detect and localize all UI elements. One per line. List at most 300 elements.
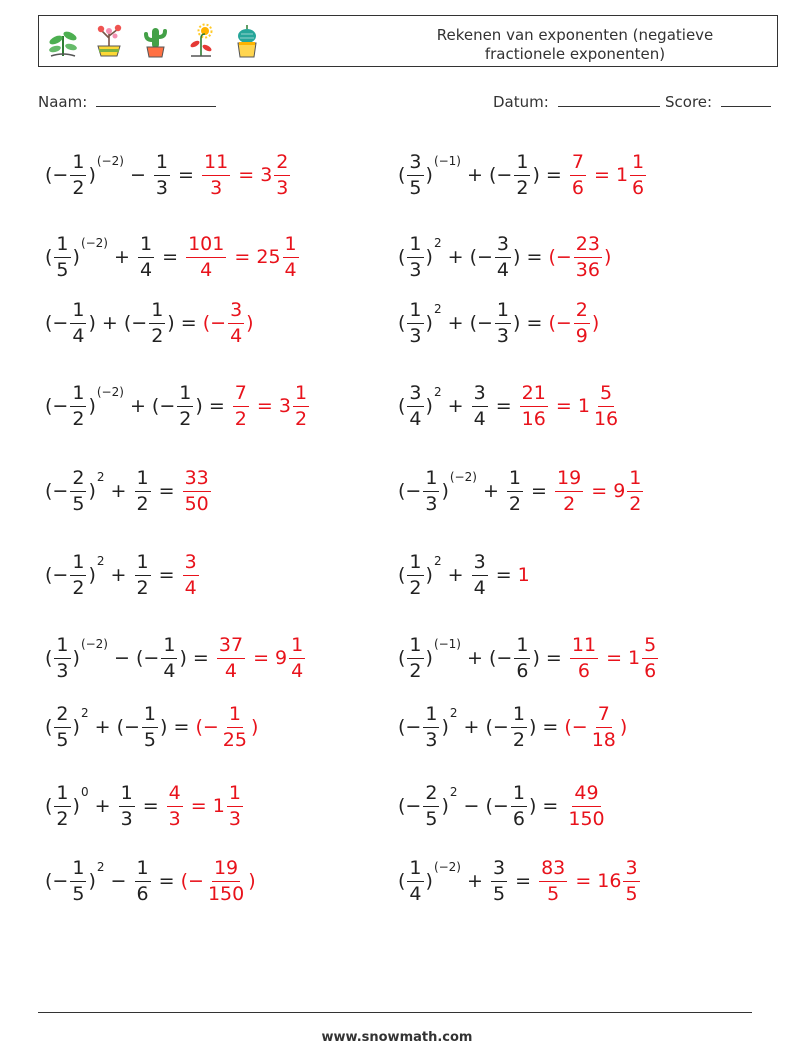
expression-text: ( xyxy=(398,870,406,892)
denominator: 2 xyxy=(512,728,525,751)
problem-20 xyxy=(398,854,642,908)
denominator: 5 xyxy=(409,176,422,199)
numerator: 1 xyxy=(119,784,135,807)
expression-text: = xyxy=(489,564,518,586)
fraction xyxy=(407,381,423,430)
denominator: 4 xyxy=(496,258,510,281)
numerator: 3 xyxy=(407,384,423,407)
denominator: 2 xyxy=(151,324,164,347)
numerator: 1 xyxy=(135,553,151,576)
cactus-icon xyxy=(137,22,173,60)
numerator: 4 xyxy=(167,784,183,807)
minus-sign: − xyxy=(52,870,69,892)
numerator: 49 xyxy=(572,784,600,807)
score-label: Score: xyxy=(665,93,713,111)
answer-fraction xyxy=(228,298,244,347)
numerator: 5 xyxy=(642,636,658,659)
denominator: 2 xyxy=(409,659,422,682)
minus-sign: − xyxy=(496,164,513,186)
fraction xyxy=(70,150,86,199)
denominator: 4 xyxy=(224,659,237,682)
denominator: 2 xyxy=(508,492,522,515)
denominator: 4 xyxy=(284,258,297,281)
denominator: 9 xyxy=(575,324,588,347)
expression-text: ) xyxy=(72,795,80,817)
minus-sign: − xyxy=(52,164,69,186)
denominator: 50 xyxy=(184,492,209,515)
expression-text: − ( xyxy=(457,795,493,817)
answer-fraction xyxy=(202,150,230,199)
fraction xyxy=(472,381,488,430)
expression-text: + xyxy=(441,564,470,586)
expression-text: ) xyxy=(532,647,540,669)
exponent: 0 xyxy=(80,785,89,799)
expression-text: = xyxy=(152,564,181,586)
denominator: 6 xyxy=(136,882,149,905)
problem-6 xyxy=(398,296,599,350)
answer-text: = 3 xyxy=(250,395,291,417)
numerator: 1 xyxy=(407,636,423,659)
expression-text: + xyxy=(441,395,470,417)
numerator: 1 xyxy=(227,705,243,728)
answer-fraction xyxy=(227,781,243,830)
expression-text: ( xyxy=(398,164,406,186)
numerator: 7 xyxy=(570,153,586,176)
numerator: 19 xyxy=(555,469,583,492)
numerator: 5 xyxy=(598,384,614,407)
expression-text: ) xyxy=(513,312,521,334)
denominator: 4 xyxy=(473,576,486,599)
answer-text: (− xyxy=(564,716,588,738)
expression-text: = xyxy=(539,164,568,186)
footer-divider xyxy=(38,1012,752,1013)
expression-text: ) xyxy=(513,246,521,268)
answer-text: ) xyxy=(248,870,256,892)
answer-fraction xyxy=(592,381,620,430)
problem-14 xyxy=(398,631,660,685)
expression-text: ) xyxy=(160,716,168,738)
denominator: 3 xyxy=(56,659,69,682)
problem-15 xyxy=(45,700,258,754)
exponent: 2 xyxy=(96,470,105,484)
fraction xyxy=(491,856,507,905)
answer-text: (− xyxy=(180,870,204,892)
fraction xyxy=(54,232,70,281)
exponent: (−2) xyxy=(80,236,108,250)
minus-sign: − xyxy=(477,246,493,268)
problem-11 xyxy=(45,548,201,602)
expression-text: ( xyxy=(45,246,53,268)
denominator: 3 xyxy=(228,807,241,830)
problem-10 xyxy=(398,464,645,518)
expression-text: − ( xyxy=(108,647,144,669)
answer-text: = 1 xyxy=(184,795,225,817)
numerator: 3 xyxy=(407,153,423,176)
date-label: Datum: xyxy=(493,93,549,111)
denominator: 6 xyxy=(571,176,584,199)
numerator: 1 xyxy=(507,469,523,492)
expression-text: ( xyxy=(45,795,53,817)
expression-text: ) xyxy=(528,795,537,817)
denominator: 3 xyxy=(120,807,133,830)
numerator: 1 xyxy=(154,153,170,176)
expression-text: ) xyxy=(425,312,433,334)
exponent: 2 xyxy=(80,706,89,720)
answer-fraction xyxy=(574,298,590,347)
fraction xyxy=(54,781,70,830)
exponent: 2 xyxy=(96,554,105,568)
numerator: 101 xyxy=(186,235,226,258)
problem-19 xyxy=(45,854,256,908)
answer-text: = 1 xyxy=(587,164,629,186)
minus-sign: − xyxy=(143,647,160,669)
denominator: 5 xyxy=(425,807,438,830)
expression-text: ) xyxy=(441,795,449,817)
expression-text: + ( xyxy=(441,246,477,268)
worksheet-title xyxy=(395,26,755,64)
answer-fraction xyxy=(274,150,290,199)
answer-fraction xyxy=(293,381,309,430)
numerator: 1 xyxy=(511,784,527,807)
numerator: 1 xyxy=(627,469,643,492)
numerator: 3 xyxy=(491,859,507,882)
minus-sign: − xyxy=(492,795,509,817)
numerator: 1 xyxy=(423,469,439,492)
fraction xyxy=(407,550,423,599)
numerator: 1 xyxy=(511,705,527,728)
fraction xyxy=(161,633,177,682)
numerator: 3 xyxy=(495,235,511,258)
expression-text: = xyxy=(136,795,165,817)
expression-text: = xyxy=(152,480,181,502)
date-line[interactable] xyxy=(558,92,660,107)
problem-13 xyxy=(45,631,307,685)
answer-fraction xyxy=(283,232,299,281)
answer-fraction xyxy=(555,466,583,515)
numerator: 1 xyxy=(70,553,86,576)
denominator: 2 xyxy=(294,407,308,430)
problem-8 xyxy=(398,379,622,433)
denominator: 4 xyxy=(230,324,243,347)
expression-text: ) xyxy=(528,716,537,738)
answer-text: = 9 xyxy=(247,647,288,669)
numerator: 1 xyxy=(70,153,86,176)
numerator: 1 xyxy=(407,859,423,882)
expression-text: + ( xyxy=(461,164,497,186)
expression-text: ( xyxy=(398,395,406,417)
denominator: 18 xyxy=(591,728,616,751)
numerator: 1 xyxy=(54,235,70,258)
denominator: 3 xyxy=(168,807,181,830)
answer-fraction xyxy=(206,856,246,905)
plant-sprout-icon xyxy=(45,22,81,60)
denominator: 3 xyxy=(425,728,438,751)
exponent: (−2) xyxy=(96,154,124,168)
expression-text: + xyxy=(88,795,117,817)
denominator: 3 xyxy=(210,176,223,199)
expression-text: = xyxy=(156,246,185,268)
denominator: 5 xyxy=(72,882,85,905)
fraction xyxy=(407,150,423,199)
name-line[interactable] xyxy=(96,92,216,107)
expression-text: − xyxy=(123,164,152,186)
expression-text: ) xyxy=(167,312,175,334)
exponent: 2 xyxy=(433,554,442,568)
fraction xyxy=(70,550,86,599)
expression-text: ( xyxy=(398,564,406,586)
exponent: (−1) xyxy=(433,154,461,168)
numerator: 1 xyxy=(514,153,530,176)
date-field xyxy=(493,92,660,111)
fraction xyxy=(423,702,439,751)
answer-fraction xyxy=(590,702,618,751)
answer-text: = 16 xyxy=(569,870,622,892)
denominator: 4 xyxy=(473,407,486,430)
expression-text: ) xyxy=(425,164,433,186)
exponent: 2 xyxy=(96,860,105,874)
numerator: 1 xyxy=(70,384,86,407)
denominator: 4 xyxy=(200,258,213,281)
denominator: 3 xyxy=(409,258,422,281)
expression-text: + ( xyxy=(457,716,493,738)
fraction xyxy=(70,856,86,905)
expression-text: ( xyxy=(45,870,53,892)
fraction xyxy=(511,781,527,830)
exponent: 2 xyxy=(433,385,442,399)
exponent: (−2) xyxy=(80,637,108,651)
denominator: 2 xyxy=(516,176,529,199)
expression-text: = xyxy=(174,312,203,334)
minus-sign: − xyxy=(405,716,422,738)
denominator: 16 xyxy=(593,407,619,430)
numerator: 2 xyxy=(54,705,70,728)
expression-text: + xyxy=(104,480,133,502)
denominator: 2 xyxy=(629,492,642,515)
numerator: 1 xyxy=(407,301,423,324)
answer-fraction xyxy=(289,633,305,682)
expression-text: = xyxy=(167,716,196,738)
fraction xyxy=(70,466,86,515)
numerator: 1 xyxy=(138,235,154,258)
succulent-pot-icon xyxy=(229,22,265,60)
numerator: 2 xyxy=(274,153,290,176)
plant-sunflower-icon xyxy=(183,22,219,60)
exponent: 2 xyxy=(433,302,442,316)
expression-text: ) xyxy=(88,480,96,502)
problem-17 xyxy=(45,779,245,833)
denominator: 3 xyxy=(276,176,289,199)
problem-5 xyxy=(45,296,254,350)
denominator: 150 xyxy=(568,807,605,830)
minus-sign: − xyxy=(52,312,69,334)
answer-text: ) xyxy=(603,246,612,268)
expression-text: ( xyxy=(398,480,406,502)
expression-text: ) xyxy=(532,164,540,186)
exponent: 2 xyxy=(433,236,442,250)
denominator: 4 xyxy=(291,659,304,682)
answer-text: ) xyxy=(619,716,628,738)
answer-fraction xyxy=(642,633,658,682)
expression-text: + ( xyxy=(461,647,497,669)
minus-sign: − xyxy=(405,480,422,502)
minus-sign: − xyxy=(492,716,509,738)
answer-text: = 1 xyxy=(549,395,590,417)
expression-text: ( xyxy=(45,480,53,502)
fraction xyxy=(70,298,86,347)
answer-fraction xyxy=(183,466,211,515)
numerator: 3 xyxy=(472,553,488,576)
denominator: 150 xyxy=(207,882,245,905)
expression-text: ) xyxy=(441,716,449,738)
answer-text: ) xyxy=(591,312,600,334)
fraction xyxy=(135,856,151,905)
numerator: 1 xyxy=(149,301,165,324)
denominator: 6 xyxy=(632,176,645,199)
numerator: 3 xyxy=(472,384,488,407)
denominator: 2 xyxy=(563,492,576,515)
numerator: 21 xyxy=(520,384,548,407)
numerator: 1 xyxy=(142,705,158,728)
denominator: 4 xyxy=(409,882,422,905)
minus-sign: − xyxy=(52,564,69,586)
expression-text: ( xyxy=(398,647,406,669)
minus-sign: − xyxy=(124,716,140,738)
denominator: 5 xyxy=(56,728,69,751)
numerator: 1 xyxy=(423,705,439,728)
numerator: 1 xyxy=(514,636,530,659)
fraction xyxy=(177,381,193,430)
numerator: 3 xyxy=(228,301,244,324)
numerator: 1 xyxy=(293,384,309,407)
denominator: 25 xyxy=(222,728,247,751)
fraction xyxy=(407,232,423,281)
expression-text: ) xyxy=(88,164,96,186)
minus-sign: − xyxy=(496,647,513,669)
expression-text: ( xyxy=(45,564,53,586)
denominator: 5 xyxy=(56,258,69,281)
expression-text: = xyxy=(525,480,554,502)
denominator: 6 xyxy=(516,659,529,682)
exponent: (−2) xyxy=(433,860,461,874)
expression-text: ( xyxy=(398,246,406,268)
answer-text: (− xyxy=(548,246,572,268)
answer-text: = 3 xyxy=(232,164,273,186)
denominator: 5 xyxy=(493,882,506,905)
score-line[interactable] xyxy=(721,92,771,107)
numerator: 37 xyxy=(217,636,245,659)
denominator: 6 xyxy=(512,807,525,830)
answer-fraction xyxy=(627,466,643,515)
fraction xyxy=(407,298,423,347)
fraction xyxy=(407,856,423,905)
numerator: 1 xyxy=(289,636,305,659)
answer-fraction xyxy=(217,633,245,682)
expression-text: + xyxy=(461,870,489,892)
fraction xyxy=(70,381,86,430)
expression-text: + ( xyxy=(441,312,477,334)
numerator: 33 xyxy=(183,469,211,492)
answer-text: (− xyxy=(195,716,219,738)
fraction xyxy=(495,298,511,347)
expression-text: ) xyxy=(72,647,80,669)
problem-7 xyxy=(45,379,311,433)
fraction xyxy=(514,150,530,199)
answer-fraction xyxy=(623,856,639,905)
numerator: 1 xyxy=(227,784,243,807)
denominator: 2 xyxy=(136,492,149,515)
denominator: 16 xyxy=(521,407,546,430)
numerator: 19 xyxy=(212,859,240,882)
denominator: 2 xyxy=(72,407,85,430)
answer-fraction xyxy=(221,702,249,751)
expression-text: ( xyxy=(398,312,406,334)
denominator: 3 xyxy=(155,176,169,199)
exponent: (−2) xyxy=(449,470,477,484)
numerator: 1 xyxy=(161,636,177,659)
fraction xyxy=(407,633,423,682)
expression-text: ) xyxy=(88,312,96,334)
denominator: 4 xyxy=(163,659,176,682)
denominator: 36 xyxy=(575,258,600,281)
fraction xyxy=(423,781,439,830)
expression-text: ) xyxy=(425,395,433,417)
expression-text: ) xyxy=(425,246,433,268)
expression-text: = xyxy=(536,795,565,817)
expression-text: ) xyxy=(195,395,203,417)
expression-text: = xyxy=(186,647,215,669)
denominator: 4 xyxy=(184,576,197,599)
answer-fraction xyxy=(520,381,548,430)
numerator: 1 xyxy=(54,784,70,807)
fraction xyxy=(472,550,488,599)
expression-text: = xyxy=(520,246,549,268)
expression-text: + xyxy=(104,564,133,586)
denominator: 5 xyxy=(547,882,560,905)
numerator: 2 xyxy=(423,784,439,807)
minus-sign: − xyxy=(405,795,422,817)
numerator: 1 xyxy=(407,553,423,576)
expression-text: = xyxy=(489,395,518,417)
minus-sign: − xyxy=(477,312,493,334)
problem-1 xyxy=(45,148,292,202)
expression-text: ( xyxy=(45,395,53,417)
title-line-2: fractionele exponenten) xyxy=(484,45,666,63)
numerator: 1 xyxy=(54,636,70,659)
expression-text: ) xyxy=(88,870,96,892)
expression-text: ) xyxy=(72,246,80,268)
denominator: 2 xyxy=(72,176,85,199)
denominator: 4 xyxy=(72,324,85,347)
answer-fraction xyxy=(183,550,199,599)
expression-text: ( xyxy=(45,647,53,669)
problem-2 xyxy=(398,148,648,202)
denominator: 2 xyxy=(409,576,422,599)
fraction xyxy=(149,298,165,347)
expression-text: ( xyxy=(45,312,53,334)
problem-4 xyxy=(398,230,611,284)
expression-text: = xyxy=(539,647,568,669)
expression-text: = xyxy=(509,870,538,892)
fraction xyxy=(138,232,154,281)
answer-fraction xyxy=(574,232,602,281)
denominator: 3 xyxy=(496,324,510,347)
numerator: 1 xyxy=(135,859,151,882)
fraction xyxy=(514,633,530,682)
denominator: 2 xyxy=(179,407,192,430)
numerator: 23 xyxy=(574,235,602,258)
answer-text: = 25 xyxy=(228,246,281,268)
expression-text: = xyxy=(152,870,181,892)
